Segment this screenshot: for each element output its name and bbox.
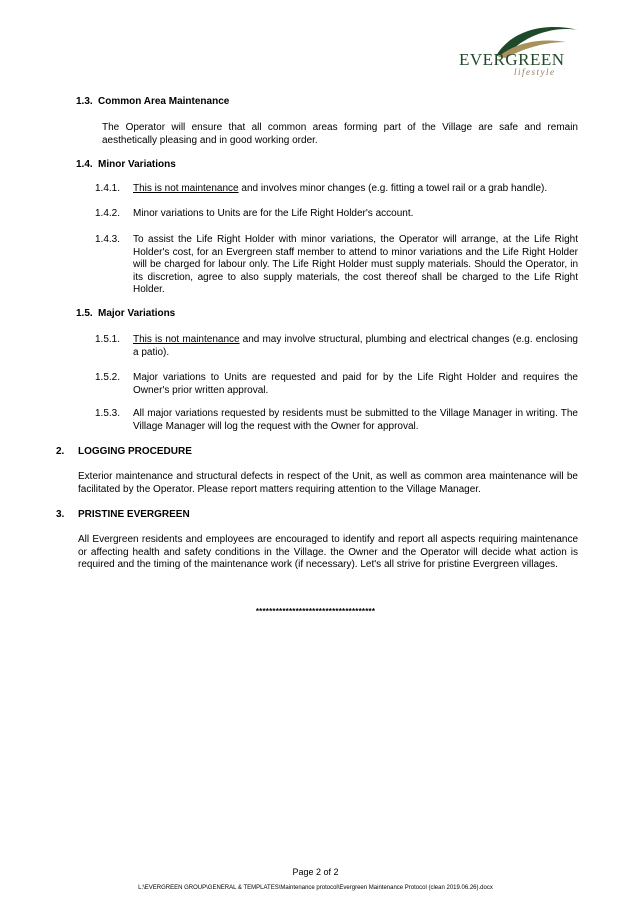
item-1-4-1-text <box>133 183 578 196</box>
item-1-5-2-number: 1.5.2. <box>95 372 121 383</box>
section-2-body: Exterior maintenance and structural defects in respect of the Unit, as well as common area maintenance will be facilitated by the Operator. Please report matters requiring attention to the Village Manager. <box>78 471 578 495</box>
logo-tagline: lifestyle <box>514 67 556 77</box>
section-1-4-title: Minor Variations <box>98 159 176 170</box>
item-1-5-2-text: Major variations to Units are requested and paid for by the Life Right Holder and requires the Owner's prior written approval. <box>133 372 578 396</box>
section-1-3-body: The Operator will ensure that all common areas forming part of the Village are safe and remain aesthetically pleasing and in good working order. <box>102 122 578 146</box>
item-1-5-1-number: 1.5.1. <box>95 334 121 345</box>
item-1-4-2-number: 1.4.2. <box>95 208 121 219</box>
item-1-5-1-text <box>133 334 578 359</box>
section-2-title: LOGGING PROCEDURE <box>78 446 192 457</box>
item-1-5-1-emphasis: This is not maintenance <box>133 334 240 345</box>
item-1-5-3-number: 1.5.3. <box>95 408 121 419</box>
page-number: Page 2 of 2 <box>292 867 339 877</box>
section-3-body: All Evergreen residents and employees are encouraged to identify and report all aspects requiring maintenance or affecting health and safety conditions in the Village. the Owner and the Operator will decide what action is required and the timing of the maintenance work (if necessary). Let's all strive for pristine Evergreen villages. <box>78 534 578 570</box>
item-1-4-3-text: To assist the Life Right Holder with minor variations, the Operator will arrange, at the Life Right Holder's cost, for an Evergreen staff member to attend to minor variations and the Life Right Holder will be charged for labour only. The Life Right Holder must supply materials. Should the Operator, in its discretion, agree to also supply materials, the cost thereof shall be charged to the Life Right Holder. <box>133 234 578 295</box>
item-1-4-2-text: Minor variations to Units are for the Life Right Holder's account. <box>133 208 414 219</box>
file-path: L:\EVERGREEN GROUP\GENERAL & TEMPLATES\Maintenance protocol\Evergreen Maintenance Protocol (clean 2019.06.26).docx <box>138 885 493 891</box>
item-1-4-3-number: 1.4.3. <box>95 234 121 245</box>
section-3-title: PRISTINE EVERGREEN <box>78 509 190 520</box>
logo-wordmark: EVERGREEN <box>459 50 565 69</box>
section-1-4-number: 1.4. <box>76 159 93 170</box>
section-1-3-title: Common Area Maintenance <box>98 96 230 107</box>
asterisk-divider: ************************************ <box>255 607 376 616</box>
section-1-3-number: 1.3. <box>76 96 93 107</box>
section-3-number: 3. <box>56 509 65 520</box>
item-1-4-1-emphasis: This is not maintenance <box>133 183 239 194</box>
section-2-number: 2. <box>56 446 65 457</box>
item-1-5-3-text: All major variations requested by residents must be submitted to the Village Manager in writing. The Village Manager will log the request with the Owner for approval. <box>133 408 578 432</box>
item-1-4-1-number: 1.4.1. <box>95 183 121 194</box>
item-1-4-1-rest: and involves minor changes (e.g. fitting a towel rail or a grab handle). <box>238 183 548 194</box>
item-1-5-1-rest: and may involve structural, plumbing and electrical changes (e.g. enclosing a patio). <box>133 334 578 358</box>
section-1-5-title: Major Variations <box>98 308 176 319</box>
section-1-5-number: 1.5. <box>76 308 93 319</box>
evergreen-logo <box>456 20 581 82</box>
